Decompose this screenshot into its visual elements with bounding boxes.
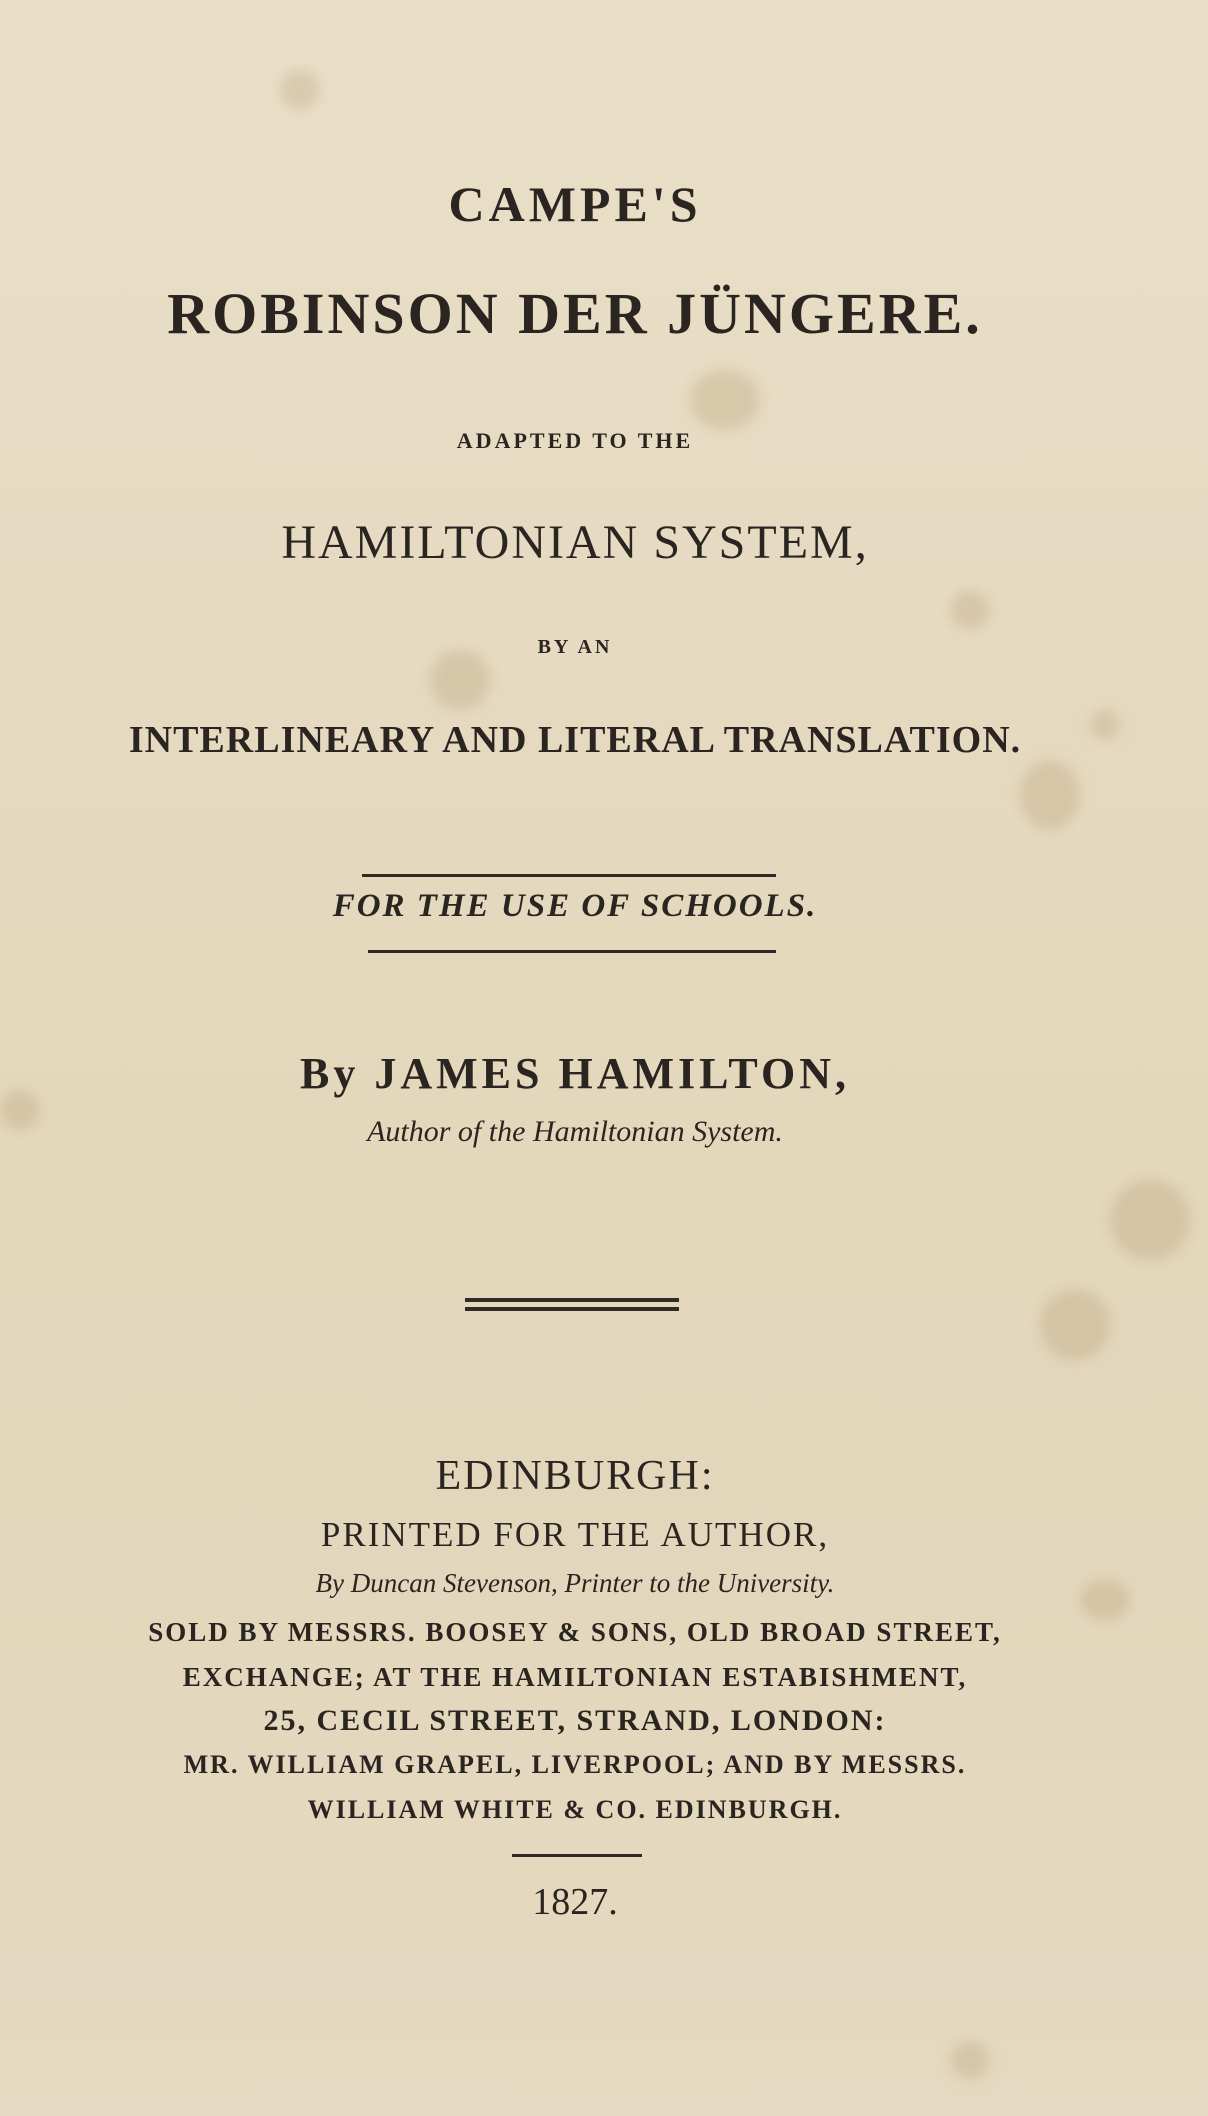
- foxing-stain: [1040, 1290, 1110, 1360]
- divider-rule: [368, 950, 776, 953]
- title-line-4: HAMILTONIAN SYSTEM,: [281, 516, 869, 569]
- imprint-sold-2: EXCHANGE; AT THE HAMILTONIAN ESTABISHMENT,: [182, 1662, 968, 1692]
- title-line-1: CAMPE'S: [448, 176, 702, 232]
- divider-rule: [362, 874, 776, 877]
- foxing-stain: [950, 590, 990, 630]
- imprint-sold-3: 25, CECIL STREET, STRAND, LONDON:: [263, 1704, 887, 1737]
- title-line-3: ADAPTED TO THE: [456, 428, 694, 453]
- double-rule-bottom: [465, 1307, 679, 1311]
- imprint-sold-4: MR. WILLIAM GRAPEL, LIVERPOOL; AND BY MESSRS.: [183, 1750, 967, 1779]
- use-line: FOR THE USE OF SCHOOLS.: [332, 888, 818, 924]
- imprint-year: 1827.: [532, 1881, 618, 1923]
- foxing-stain: [950, 2040, 990, 2080]
- foxing-stain: [1110, 1180, 1190, 1260]
- title-line-5: BY AN: [537, 636, 613, 658]
- title-line-2: ROBINSON DER JÜNGERE.: [167, 281, 983, 346]
- author-note: Author of the Hamiltonian System.: [367, 1115, 783, 1148]
- imprint-city: EDINBURGH:: [435, 1453, 715, 1499]
- foxing-stain: [690, 370, 760, 430]
- byline: By JAMES HAMILTON,: [300, 1049, 850, 1098]
- foxing-stain: [430, 650, 490, 710]
- imprint-printed: PRINTED FOR THE AUTHOR,: [320, 1515, 830, 1554]
- foxing-stain: [1020, 760, 1080, 830]
- double-rule-top: [465, 1298, 679, 1302]
- divider-rule: [512, 1854, 642, 1857]
- foxing-stain: [280, 70, 320, 110]
- imprint-sold-5: WILLIAM WHITE & CO. EDINBURGH.: [307, 1795, 843, 1824]
- imprint-sold-1: SOLD BY MESSRS. BOOSEY & SONS, OLD BROAD STREET,: [148, 1617, 1002, 1647]
- title-line-6: INTERLINEARY AND LITERAL TRANSLATION.: [128, 719, 1022, 761]
- imprint-printer: By Duncan Stevenson, Printer to the University.: [315, 1568, 835, 1598]
